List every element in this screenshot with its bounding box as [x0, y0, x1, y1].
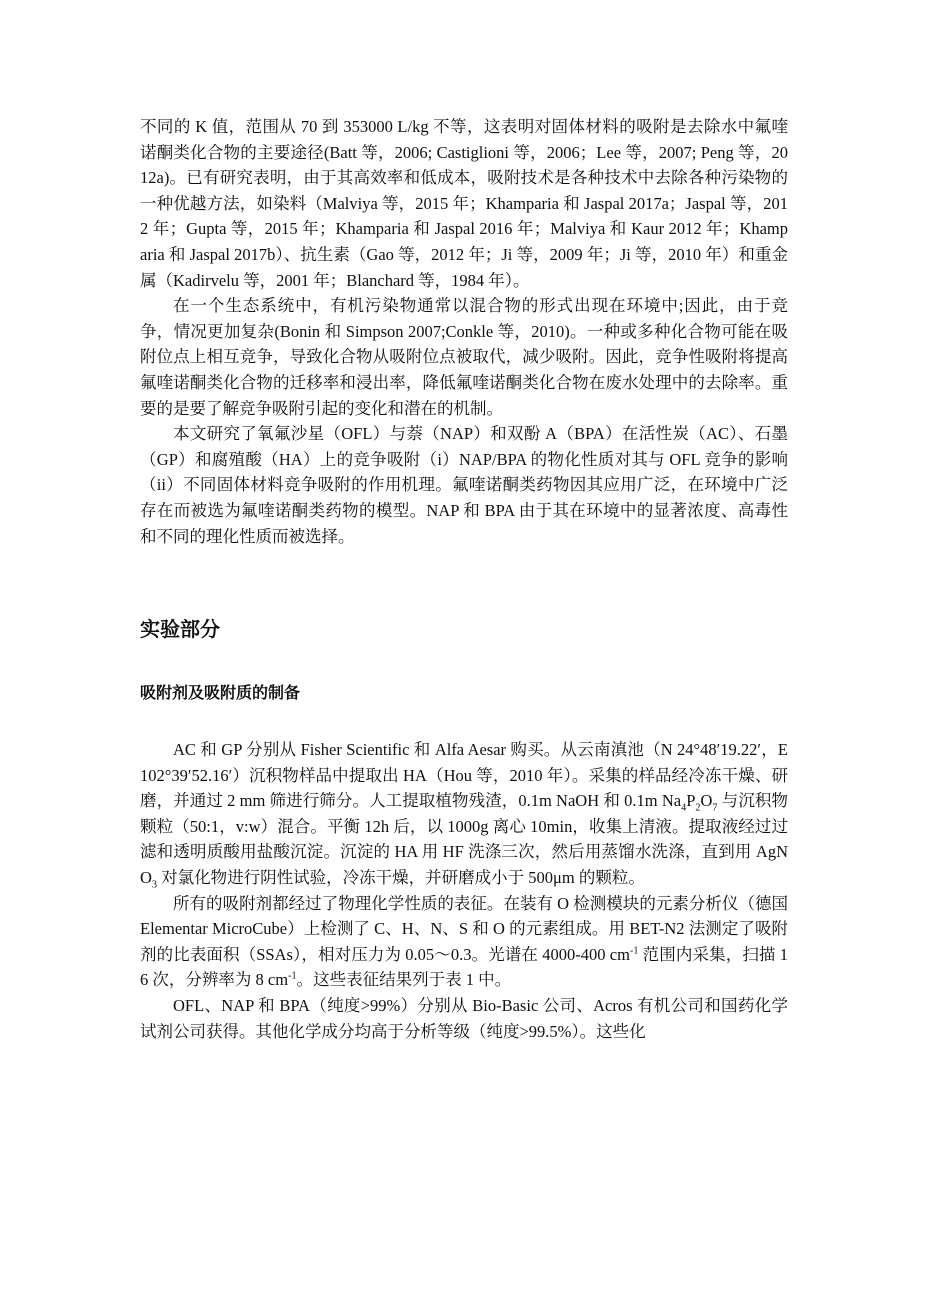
intro-paragraph-2: 在一个生态系统中，有机污染物通常以混合物的形式出现在环境中;因此，由于竞争，情况更加复杂(Bonin 和 Simpson 2007;Conkle 等，2010)。一种或多种化合物可能在吸附位点上相互竞争，导致化合物从吸附位点被取代，减少吸附。因此，竞争性吸附将提高氟喹诺酮类化合物的迁移率和浸出率，降低氟喹诺酮类化合物在废水处理中的去除率。重要的是要了解竞争吸附引起的变化和潜在的机制。 — [140, 296, 788, 418]
subheading-spacer — [140, 706, 788, 737]
section-title: 实验部分 — [140, 617, 220, 642]
intro-paragraph-1: 不同的 K 值，范围从 70 到 353000 L/kg 不等，这表明对固体材料的吸附是去除水中氟喹诺酮类化合物的主要途径(Batt 等，2006; Castiglioni 等，2006；Lee 等，2007; Peng 等，2012a)。已有研究表明，由于其高效率和低成本，吸附技术是各种技术中去除各种污染物的一种优越方法，如染料（Malviya 等，2015 年；Khamparia 和 Jaspal 2017a；Jaspal 等，2012 年；Gupta 等，2015 年；Khamparia 和 Jaspal 2016 年；Malviya 和 Kaur 2012 年；Khamparia 和 Jaspal 2017b）、抗生素（Gao 等，2012 年；Ji 等，2009 年；Ji 等，2010 年）和重金属（Kadirvelu 等，2001 年；Blanchard 等，1984 年）。 — [140, 117, 788, 290]
heading-spacer — [140, 644, 788, 680]
methods-paragraph-1: AC 和 GP 分别从 Fisher Scientific 和 Alfa Aesar 购买。从云南滇池（N 24°48′19.22′，E 102°39′52.16′）沉积物样品中提取出 HA（Hou 等，2010 年）。采集的样品经冷冻干燥、研磨，并通过 2 mm 筛进行筛分。人工提取植物残渣，0.1m NaOH 和 0.1m $Na_4P_2O_7$ 与沉积物颗粒（50:1，v:w）混合。平衡 12h 后，以 1000g 离心 10min，收集上清液。提取液经过过滤和透明质酸用盐酸沉淀。沉淀的 HA 用 HF 洗涤三次，然后用蒸馏水洗涤，直到用 AgNO$_3$ 对氯化物进行阴性试验，冷冻干燥，并研磨成小于 500μm 的颗粒。 — [140, 740, 789, 891]
subsection-title: 吸附剂及吸附质的制备 — [140, 683, 301, 703]
methods-paragraph-2: 所有的吸附剂都经过了物理化学性质的表征。在装有 O 检测模块的元素分析仪（德国 Elementar MicroCube）上检测了 C、H、N、S 和 O 的元素组成。用 BET-N2 法测定了吸附剂的比表面积（SSAs），相对压力为 0.05～0.3。光谱在 4000-400 $cm^{-1}$ 范围内采集，扫描 16 次，分辨率为 8 $cm^{-1}$。这些表征结果列于表 1 中。 — [140, 893, 789, 990]
document-page — [140, 114, 788, 1044]
intro-paragraph-3: 本文研究了氧氟沙星（OFL）与萘（NAP）和双酚 A（BPA）在活性炭（AC）、石墨（GP）和腐殖酸（HA）上的竞争吸附（i）NAP/BPA 的物化性质对其与 OFL 竞争的影响（ii）不同固体材料竞争吸附的作用机理。氟喹诺酮类药物因其应用广泛，在环境中广泛存在而被选为氟喹诺酮类药物的模型。NAP 和 BPA 由于其在环境中的显著浓度、高毒性和不同的理化性质而被选择。 — [140, 424, 788, 546]
methods-paragraph-3: OFL、NAP 和 BPA（纯度>99%）分别从 Bio-Basic 公司、Acros 有机公司和国药化学试剂公司获得。其他化学成分均高于分析等级（纯度>99.5%）。这些化 — [140, 996, 788, 1041]
section-spacer — [140, 549, 788, 614]
